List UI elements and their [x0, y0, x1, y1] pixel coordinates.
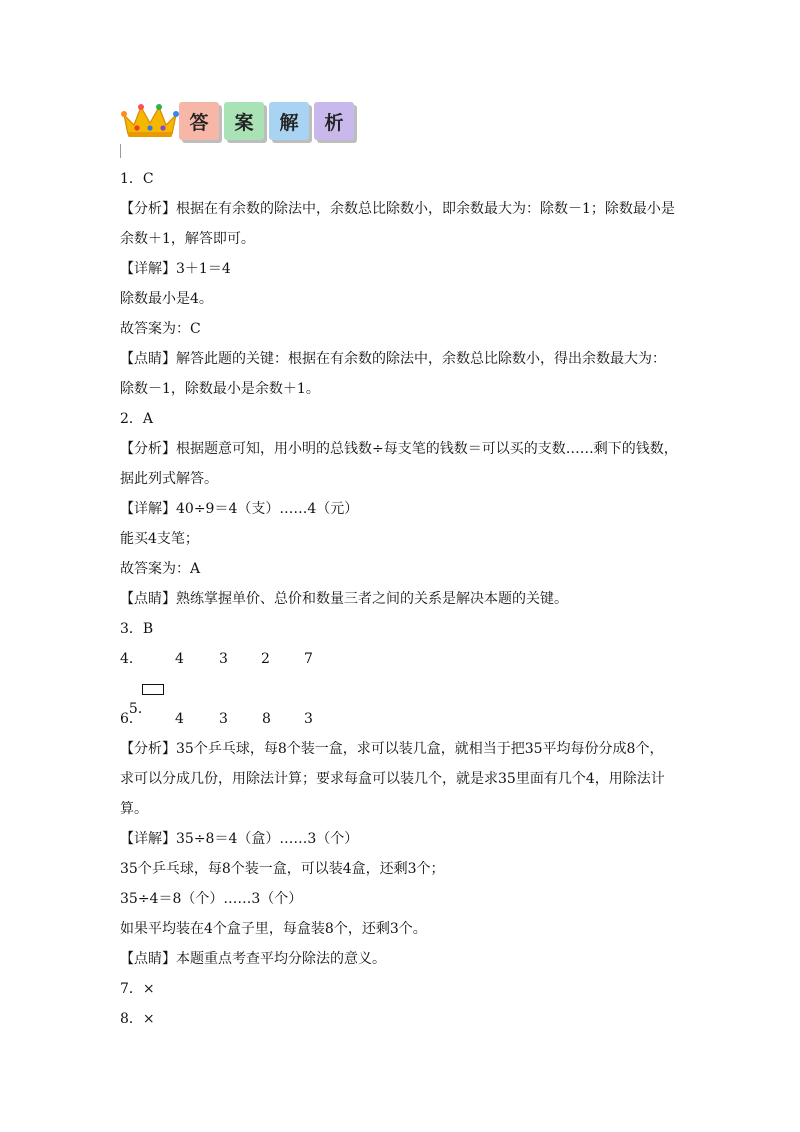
answer-6-value-3: 8: [262, 711, 271, 727]
answer-5-label: 5．: [128, 701, 152, 717]
answer-4-value-3: 2: [261, 651, 270, 667]
analysis-6-line-1: 【分析】35个乒乓球，每8个装一盒，求可以装几盒，就相当于把35平均每份分成8个，: [120, 741, 664, 757]
margin-mark: [120, 144, 121, 158]
detail-2: 【详解】40÷9＝4（支）……4（元）: [120, 501, 359, 517]
comment-1-line-1: 【点睛】解答此题的关键：根据在有余数的除法中，余数总比除数小，得出余数最大为：: [120, 351, 666, 367]
analysis-2-line-2: 据此列式解答。: [120, 471, 218, 487]
detail-6-line-4: 如果平均装在4个盒子里，每盒装8个，还剩3个。: [120, 921, 427, 937]
answer-1: 1．C: [120, 171, 154, 187]
detail-6-line-2: 35个乒乓球，每8个装一盒，可以装4盒，还剩3个；: [120, 861, 445, 877]
detail-6-line-3: 35÷4＝8（个）……3（个）: [120, 891, 303, 907]
analysis-1-line-2: 余数＋1，解答即可。: [120, 231, 255, 247]
answer-analysis-banner: [121, 99, 361, 145]
answer-1-conclusion: 故答案为：C: [120, 321, 201, 337]
answer-6-value-2: 3: [219, 711, 228, 727]
detail-1-result: 除数最小是4。: [120, 291, 213, 307]
comment-6: 【点睛】本题重点考查平均分除法的意义。: [120, 951, 386, 967]
answer-5: [120, 679, 180, 717]
answer-2: 2．A: [120, 411, 154, 427]
detail-1: 【详解】3＋1＝4: [120, 261, 231, 277]
analysis-6-line-2: 求可以分成几份，用除法计算；要求每盒可以装几个，就是求35里面有几个4，用除法计: [120, 771, 665, 787]
comment-2: 【点睛】熟练掌握单价、总价和数量三者之间的关系是解决本题的关键。: [120, 591, 568, 607]
answer-6-value-4: 3: [304, 711, 313, 727]
answer-3: 3．B: [120, 621, 154, 637]
comment-1-line-2: 除数－1，除数最小是余数＋1。: [120, 381, 320, 397]
crown-icon: [121, 103, 179, 139]
banner-tile-3: 解: [269, 102, 309, 140]
analysis-6-line-3: 算。: [120, 801, 148, 817]
analysis-1-line-1: 【分析】根据在有余数的除法中，余数总比除数小，即余数最大为：除数－1；除数最小是: [120, 201, 675, 217]
answer-8: 8．×: [120, 1011, 155, 1027]
answer-6: [120, 709, 420, 729]
banner-tile-2: 案: [224, 102, 264, 140]
detail-6-line-1: 【详解】35÷8＝4（盒）……3（个）: [120, 831, 359, 847]
answer-2-conclusion: 故答案为：A: [120, 561, 201, 577]
answer-4-value-4: 7: [304, 651, 313, 667]
answer-4: [120, 649, 420, 669]
answer-4-value-1: 4: [175, 651, 184, 667]
answer-6-value-1: 4: [175, 711, 184, 727]
rectangle-icon: [142, 684, 164, 695]
banner-tile-1: 答: [179, 102, 219, 140]
answer-4-value-2: 3: [219, 651, 228, 667]
analysis-2-line-1: 【分析】根据题意可知，用小明的总钱数÷每支笔的钱数＝可以买的支数……剩下的钱数，: [120, 441, 678, 457]
banner-tile-4: 析: [314, 102, 354, 140]
answer-4-label: 4．: [120, 651, 143, 667]
detail-2-result: 能买4支笔；: [120, 531, 199, 547]
answer-7: 7．×: [120, 981, 155, 997]
answer-6-label: 6．: [120, 711, 143, 727]
